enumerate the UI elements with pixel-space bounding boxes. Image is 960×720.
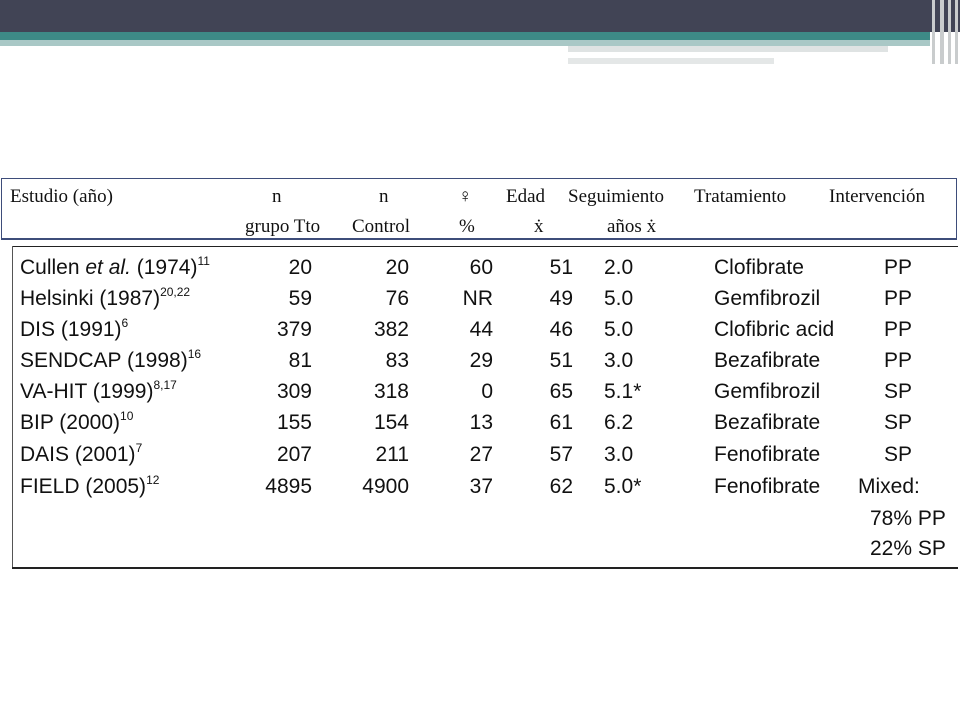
age-mean: 49 — [549, 287, 573, 310]
study-name: VA-HIT $(1999)^{8,17}$ — [20, 378, 177, 403]
header-followup-years: años ẋ — [607, 216, 657, 237]
table-row — [0, 252, 960, 283]
study-name: FIELD $(2005)^{12}$ — [20, 473, 160, 498]
header-n-tto: n — [272, 186, 282, 207]
study-name: Helsinki $(1987)^{20,22}$ — [20, 285, 191, 310]
followup-years: 5.1* — [604, 380, 642, 403]
n-control: 20 — [385, 256, 409, 279]
followup-years: 5.0 — [604, 318, 634, 341]
treatment: Gemfibrozil — [714, 380, 821, 403]
study-name: DIS $(1991)^6$ — [20, 316, 129, 341]
age-mean: 46 — [549, 318, 573, 341]
header-female-pct: % — [459, 216, 475, 237]
header-n-ctl-label: Control — [352, 216, 411, 237]
followup-years: 5.0* — [604, 475, 642, 498]
female-percent: 0 — [481, 380, 493, 403]
decor-line — [948, 0, 951, 64]
table-header — [1, 178, 957, 240]
n-treatment: 20 — [288, 256, 312, 279]
header-intervention: Intervención — [829, 186, 926, 207]
study-name: SENDCAP $(1998)^{16}$ — [20, 347, 202, 372]
intervention: Mixed: — [858, 475, 920, 498]
study-name: BIP $(2000)^{10}$ — [20, 409, 134, 434]
n-control: 211 — [375, 443, 409, 466]
female-percent: 60 — [469, 256, 493, 279]
n-control: 76 — [385, 287, 409, 310]
study-name: DAIS $(2001)^7$ — [20, 441, 143, 466]
header-age-mean: ẋ — [534, 216, 544, 237]
top-band-teal — [0, 32, 930, 40]
n-control: 4900 — [362, 475, 409, 498]
followup-years: 3.0 — [604, 443, 634, 466]
female-percent: 13 — [469, 411, 493, 434]
age-mean: 65 — [549, 380, 573, 403]
table-row — [0, 376, 960, 407]
intervention-detail: 78% PP — [870, 507, 946, 530]
table-row — [0, 314, 960, 345]
table-row — [0, 407, 960, 438]
accent-line — [568, 46, 888, 52]
intervention: SP — [883, 380, 912, 403]
followup-years: 2.0 — [604, 256, 634, 279]
age-mean: 62 — [549, 475, 573, 498]
followup-years: 6.2 — [604, 411, 634, 434]
treatment: Clofibrate — [714, 256, 804, 279]
top-band-dark — [0, 0, 960, 32]
table-row — [0, 439, 960, 470]
table-row — [0, 283, 960, 314]
n-treatment: 309 — [276, 380, 312, 403]
female-percent: 44 — [469, 318, 493, 341]
decor-line — [940, 0, 944, 64]
n-treatment: 59 — [288, 287, 312, 310]
table-row — [0, 533, 960, 564]
intervention-detail: 22% SP — [870, 537, 946, 560]
table-bottom-rule — [12, 567, 958, 569]
followup-years: 3.0 — [604, 349, 634, 372]
age-mean: 57 — [549, 443, 573, 466]
header-treatment: Tratamiento — [694, 186, 787, 207]
n-treatment: 4895 — [265, 475, 312, 498]
intervention: PP — [883, 349, 912, 372]
n-treatment: 155 — [276, 411, 312, 434]
n-control: 318 — [373, 380, 409, 403]
n-treatment: 379 — [276, 318, 312, 341]
age-mean: 61 — [549, 411, 573, 434]
n-control: 154 — [373, 411, 409, 434]
header-n-ctl: n — [379, 186, 389, 207]
decor-line — [932, 0, 935, 64]
age-mean: 51 — [549, 349, 573, 372]
female-percent: 37 — [469, 475, 493, 498]
intervention: PP — [883, 256, 912, 279]
header-study: Estudio (año) — [10, 186, 113, 207]
header-followup: Seguimiento — [568, 186, 665, 207]
table-row — [0, 503, 960, 534]
intervention: SP — [883, 443, 912, 466]
n-treatment: 207 — [276, 443, 312, 466]
followup-years: 5.0 — [604, 287, 634, 310]
intervention: SP — [883, 411, 912, 434]
age-mean: 51 — [549, 256, 573, 279]
female-percent: NR — [462, 287, 493, 310]
treatment: Gemfibrozil — [714, 287, 821, 310]
table-row — [0, 471, 960, 502]
table-top-rule — [12, 246, 958, 247]
header-age: Edad — [506, 186, 546, 207]
header-n-tto-label: grupo Tto — [245, 216, 321, 237]
study-name: Cullen et al. $(1974)^{11}$ — [20, 254, 210, 279]
accent-line-short — [568, 58, 774, 64]
female-percent: 29 — [469, 349, 493, 372]
header-female-icon: ♀ — [458, 186, 473, 207]
n-control: 83 — [385, 349, 409, 372]
treatment: Clofibric acid — [714, 318, 835, 341]
intervention: PP — [883, 318, 912, 341]
decor-line — [955, 0, 958, 64]
treatment: Fenofibrate — [714, 475, 821, 498]
intervention: PP — [883, 287, 912, 310]
table-row — [0, 345, 960, 376]
female-percent: 27 — [469, 443, 493, 466]
treatment: Fenofibrate — [714, 443, 821, 466]
treatment: Bezafibrate — [714, 349, 821, 372]
n-treatment: 81 — [288, 349, 312, 372]
treatment: Bezafibrate — [714, 411, 821, 434]
n-control: 382 — [373, 318, 409, 341]
